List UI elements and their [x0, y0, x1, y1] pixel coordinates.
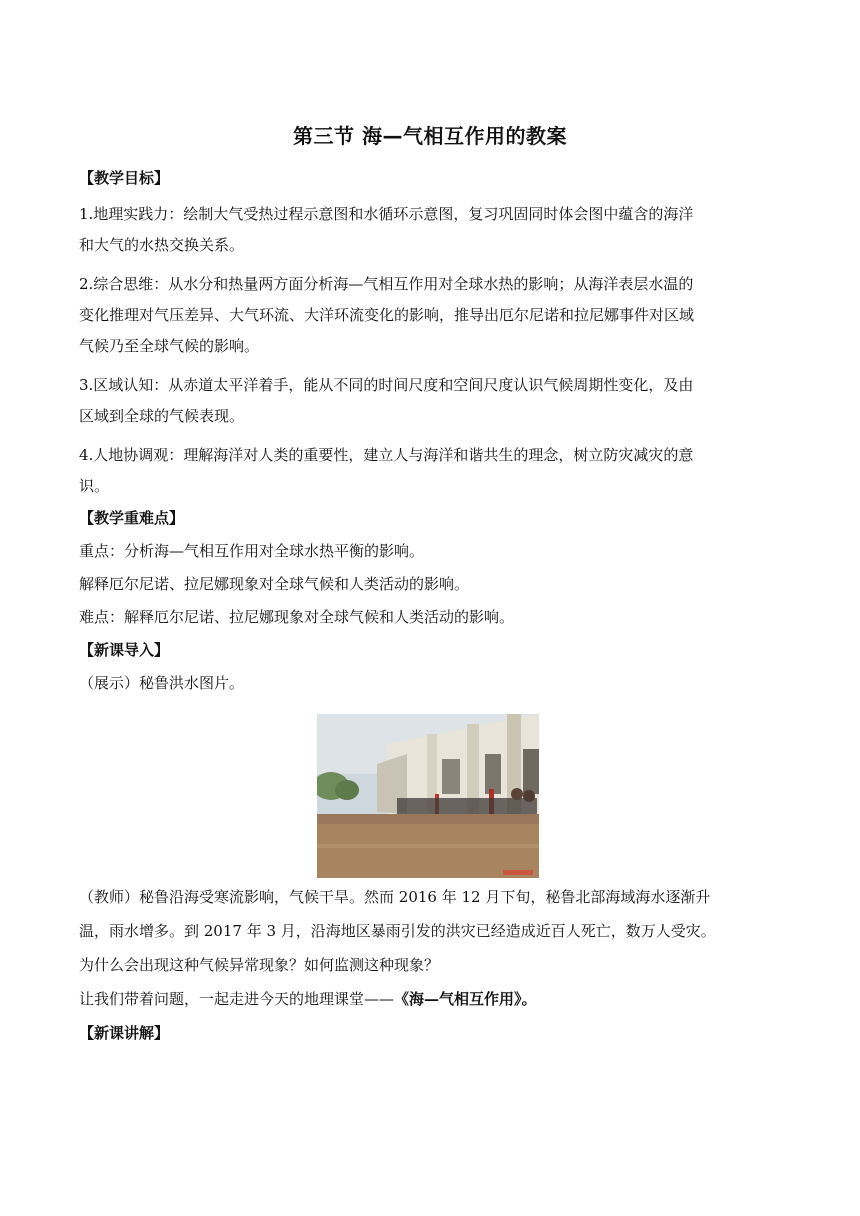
text-line: 气候乃至全球气候的影响。 [79, 337, 260, 355]
show-line: （展示）秘鲁洪水图片。 [79, 674, 245, 692]
key-point-line: 解释厄尔尼诺、拉尼娜现象对全球气候和人类活动的影响。 [79, 575, 470, 593]
text-line: 识。 [79, 477, 110, 495]
section-heading-intro: 【新课导入】 [79, 641, 170, 659]
text-line: 4.人地协调观：理解海洋对人类的重要性，建立人与海洋和谐共生的理念，树立防灾减灾的意 [79, 446, 694, 464]
key-point-line: 难点：解释厄尔尼诺、拉尼娜现象对全球气候和人类活动的影响。 [79, 608, 515, 626]
objective-1 [79, 199, 769, 261]
objective-2 [79, 269, 769, 362]
text-line: 1.地理实践力：绘制大气受热过程示意图和水循环示意图，复习巩固同时体会图中蕴含的海洋 [79, 205, 694, 223]
teacher-line: 为什么会出现这种气候异常现象？如何监测这种现象？ [79, 956, 440, 974]
text-line: 区域到全球的气候表现。 [79, 407, 245, 425]
section-heading-lecture: 【新课讲解】 [79, 1024, 170, 1042]
section-heading-objectives: 【教学目标】 [79, 169, 170, 187]
figure-container [79, 700, 769, 880]
teacher-line: （教师）秘鲁沿海受寒流影响，气候干旱。然而 2016 年 12 月下旬，秘鲁北部海域海水逐渐升 [79, 888, 711, 906]
section-heading-key-points: 【教学重难点】 [79, 509, 185, 527]
closing-line [79, 982, 769, 1016]
closing-prefix: 让我们带着问题，一起走进今天的地理课堂—— [79, 990, 395, 1008]
objective-4 [79, 440, 769, 502]
peru-flood-photo [317, 714, 539, 878]
objective-3 [79, 370, 769, 432]
text-line: 和大气的水热交换关系。 [79, 236, 245, 254]
teacher-line: 温，雨水增多。到 2017 年 3 月，沿海地区暴雨引发的洪灾已经造成近百人死亡，数万人受灾。 [79, 922, 716, 940]
text-line: 3.区域认知：从赤道太平洋着手，能从不同的时间尺度和空间尺度认识气候周期性变化，及由 [79, 376, 694, 394]
text-line: 2.综合思维：从水分和热量两方面分析海—气相互作用对全球水热的影响；从海洋表层水温的 [79, 275, 694, 293]
key-point-line: 重点：分析海—气相互作用对全球水热平衡的影响。 [79, 542, 425, 560]
text-line: 变化推理对气压差异、大气环流、大洋环流变化的影响，推导出厄尔尼诺和拉尼娜事件对区域 [79, 306, 695, 324]
document-title: 第三节 海—气相互作用的教案 [293, 124, 567, 148]
flood-scene-illustration [317, 714, 539, 878]
document-body [79, 165, 769, 1050]
lesson-name: 《海—气相互作用》。 [394, 990, 537, 1008]
